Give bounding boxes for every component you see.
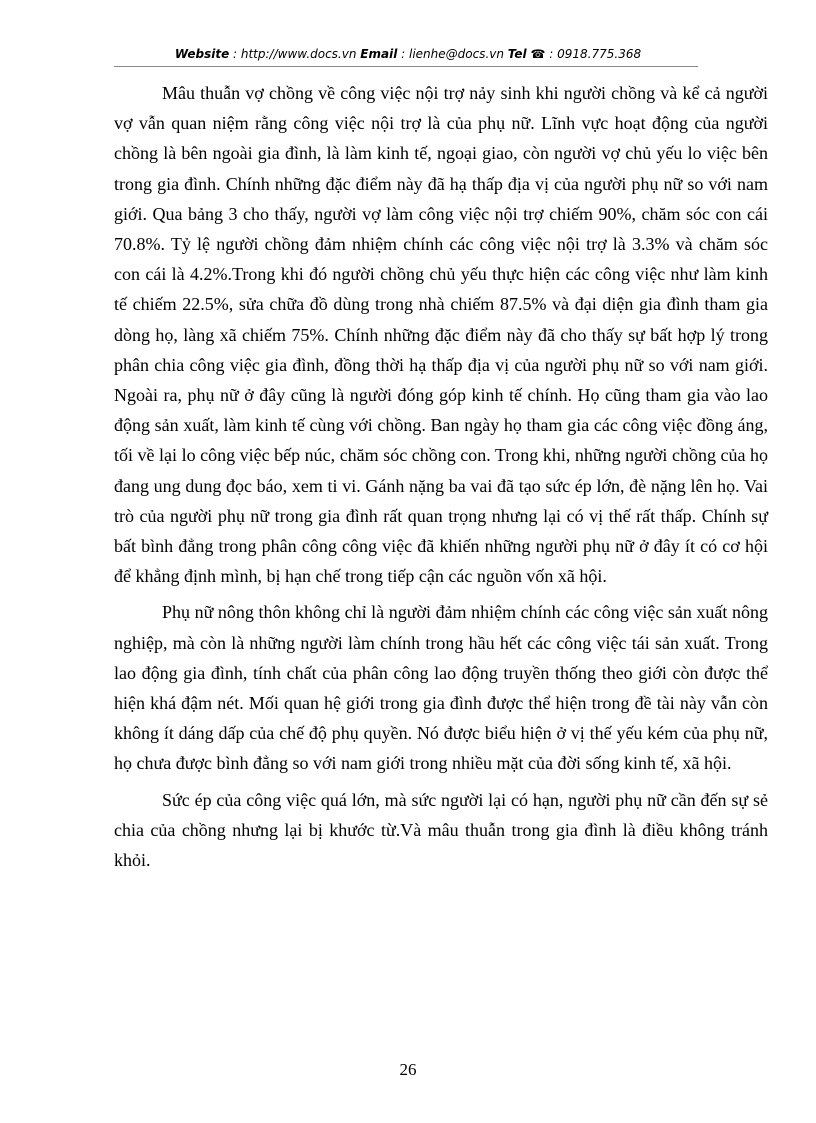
document-body (114, 78, 768, 881)
email-value: : lienhe@docs.vn (397, 47, 508, 61)
email-label: Email (360, 47, 398, 61)
website-value: : http://www.docs.vn (229, 47, 361, 61)
paragraph: Sức ép của công việc quá lớn, mà sức người lại có hạn, người phụ nữ cần đến sự sẻ chia của chồng nhưng lại bị khước từ.Và mâu thuẫn trong gia đình là điều không tránh khỏi. (114, 789, 768, 871)
phone-icon: ☎ (530, 47, 546, 61)
page-header (0, 47, 816, 61)
header-divider (114, 66, 698, 67)
paragraph: Mâu thuẫn vợ chồng về công việc nội trợ nảy sinh khi người chồng và kể cả người vợ vẫn quan niệm rằng công việc nội trợ là của phụ nữ. Lĩnh vực hoạt động của người chồng là bên ngoài gia đình, là làm kinh tế, ngoại giao, còn người vợ chủ yếu lo việc bên trong gia đình. Chính những đặc điểm này đã hạ thấp địa vị của người phụ nữ so với nam giới. Qua bảng 3 cho thấy, người vợ làm công việc nội trợ chiếm 90%, chăm sóc con cái 70.8%. Tỷ lệ người chồng đảm nhiệm chính các công việc nội trợ là 3.3% và chăm sóc con cái là 4.2%.Trong khi đó người chồng chủ yếu thực hiện các công việc như làm kinh tế chiếm 22.5%, sửa chữa đồ dùng trong nhà chiếm 87.5% và đại diện gia đình tham gia dòng họ, làng xã chiếm 75%. Chính những đặc điểm này đã cho thấy sự bất hợp lý trong phân chia công việc gia đình, đồng thời hạ thấp địa vị của người phụ nữ so với nam giới. Ngoài ra, phụ nữ ở đây cũng là người đóng góp kinh tế chính. Họ cũng tham gia vào lao động sản xuất, làm kinh tế cùng với chồng. Ban ngày họ tham gia các công việc đồng áng, tối về lại lo công việc bếp núc, chăm sóc chồng con. Trong khi, những người chồng của họ đang ung dung đọc báo, xem ti vi. Gánh nặng ba vai đã tạo sức ép lớn, đè nặng lên họ. Vai trò của người phụ nữ trong gia đình rất quan trọng nhưng lại có vị thế rất thấp. Chính sự bất bình đẳng trong phân công công việc đã khiến những người phụ nữ ở đây ít có cơ hội để khẳng định mình, bị hạn chế trong tiếp cận các nguồn vốn xã hội. (114, 83, 768, 587)
website-label: Website (174, 47, 230, 61)
tel-value: : 0918.775.368 (545, 47, 642, 61)
paragraph: Phụ nữ nông thôn không chỉ là người đảm nhiệm chính các công việc sản xuất nông nghiệp, mà còn là những người làm chính trong hầu hết các công việc tái sản xuất. Trong lao động gia đình, tính chất của phân công lao động truyền thống theo giới còn được thể hiện khá đậm nét. Mối quan hệ giới trong gia đình được thể hiện trong đề tài này vẫn còn không ít dáng dấp của chế độ phụ quyền. Nó được biểu hiện ở vị thế yếu kém của phụ nữ, họ chưa được bình đẳng so với nam giới trong nhiều mặt của đời sống kinh tế, xã hội. (114, 602, 768, 774)
tel-label: Tel (507, 47, 527, 61)
page-number: 26 (399, 1060, 417, 1079)
